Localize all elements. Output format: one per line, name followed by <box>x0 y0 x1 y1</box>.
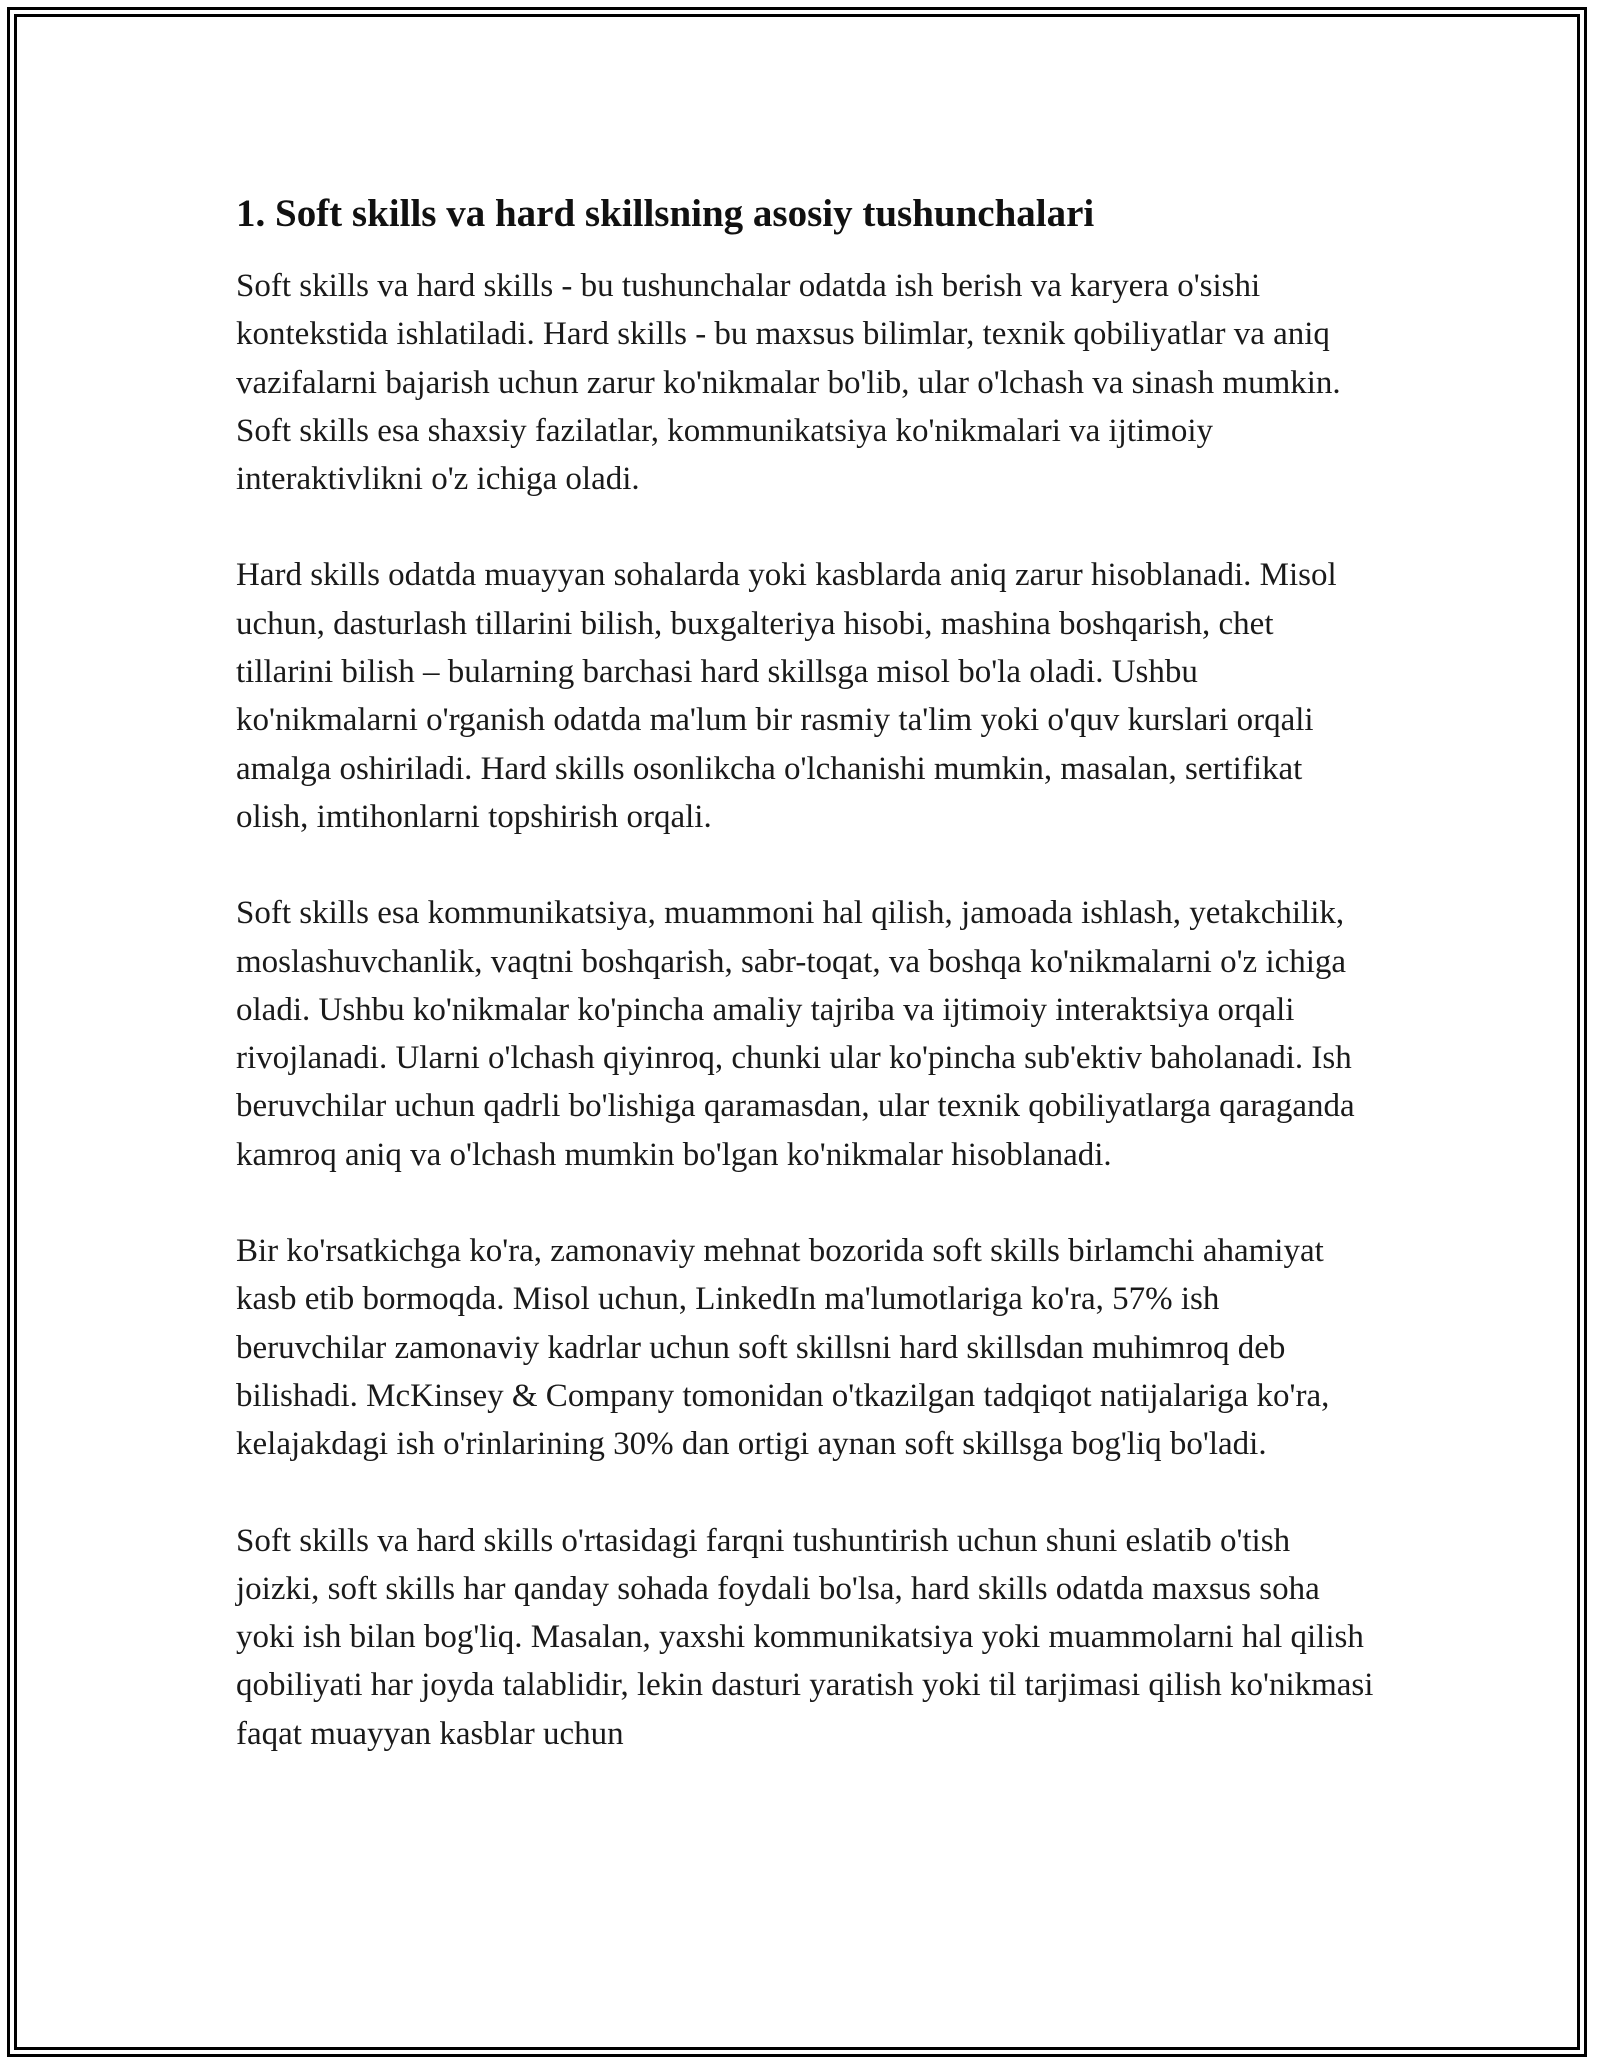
paragraph-soft-skills: Soft skills esa kommunikatsiya, muammoni hal qilish, jamoada ishlash, yetakchilik, moslashuvchanlik, vaqtni boshqarish, sabr-toqat, va boshqa ko'nikmalarni o'z ichiga oladi. Ushbu ko'nikmalar ko'pincha amaliy tajriba va ijtimoiy interaktsiya orqali rivojlanadi. Ularni o'lchash qiyinroq, chunki ular ko'pincha sub'ektiv baholanadi. Ish beruvchilar uchun qadrli bo'lishiga qaramasdan, ular texnik qobiliyatlarga qaraganda kamroq aniq va o'lchash mumkin bo'lgan ko'nikmalar hisoblanadi. <box>236 895 1355 1173</box>
paragraph-definitions: Soft skills va hard skills - bu tushunchalar odatda ish berish va karyera o'sishi kontekstida ishlatiladi. Hard skills - bu maxsus bilimlar, texnik qobiliyatlar va aniq vazifalarni bajarish uchun zarur ko'nikmalar bo'lib, ular o'lchash va sinash mumkin. Soft skills esa shaxsiy fazilatlar, kommunikatsiya ko'nikmalari va ijtimoiy interaktivlikni o'z ichiga oladi. <box>236 268 1341 498</box>
paragraph-statistics: Bir ko'rsatkichga ko'ra, zamonaviy mehnat bozorida soft skills birlamchi ahamiyat kasb etib bormoqda. Misol uchun, LinkedIn ma'lumotlariga ko'ra, 57% ish beruvchilar zamonaviy kadrlar uchun soft skillsni hard skillsdan muhimroq deb bilishadi. McKinsey & Company tomonidan o'tkazilgan tadqiqot natijalariga ko'ra, kelajakdagi ish o'rinlarining 30% dan ortigi aynan soft skillsga bog'liq bo'ladi. <box>236 1233 1330 1463</box>
paragraph-hard-skills: Hard skills odatda muayyan sohalarda yoki kasblarda aniq zarur hisoblanadi. Misol uchun, dasturlash tillarini bilish, buxgalteriya hisobi, mashina boshqarish, chet tillarini bilish – bularning barchasi hard skillsga misol bo'la oladi. Ushbu ko'nikmalarni o'rganish odatda ma'lum bir rasmiy ta'lim yoki o'quv kurslari orqali amalga oshiriladi. Hard skills osonlikcha o'lchanishi mumkin, masalan, sertifikat olish, imtihonlarni topshirish orqali. <box>236 557 1337 835</box>
document-body <box>236 186 1376 1758</box>
paragraph-comparison: Soft skills va hard skills o'rtasidagi farqni tushuntirish uchun shuni eslatib o'tish joizki, soft skills har qanday sohada foydali bo'lsa, hard skills odatda maxsus soha yoki ish bilan bog'liq. Masalan, yaxshi kommunikatsiya yoki muammolarni hal qilish qobiliyati har joyda talablidir, lekin dasturi yaratish yoki til tarjimasi qilish ko'nikmasi faqat muayyan kasblar uchun <box>236 1522 1374 1752</box>
section-heading: 1. Soft skills va hard skillsning asosiy tushunchalari <box>236 192 1095 235</box>
